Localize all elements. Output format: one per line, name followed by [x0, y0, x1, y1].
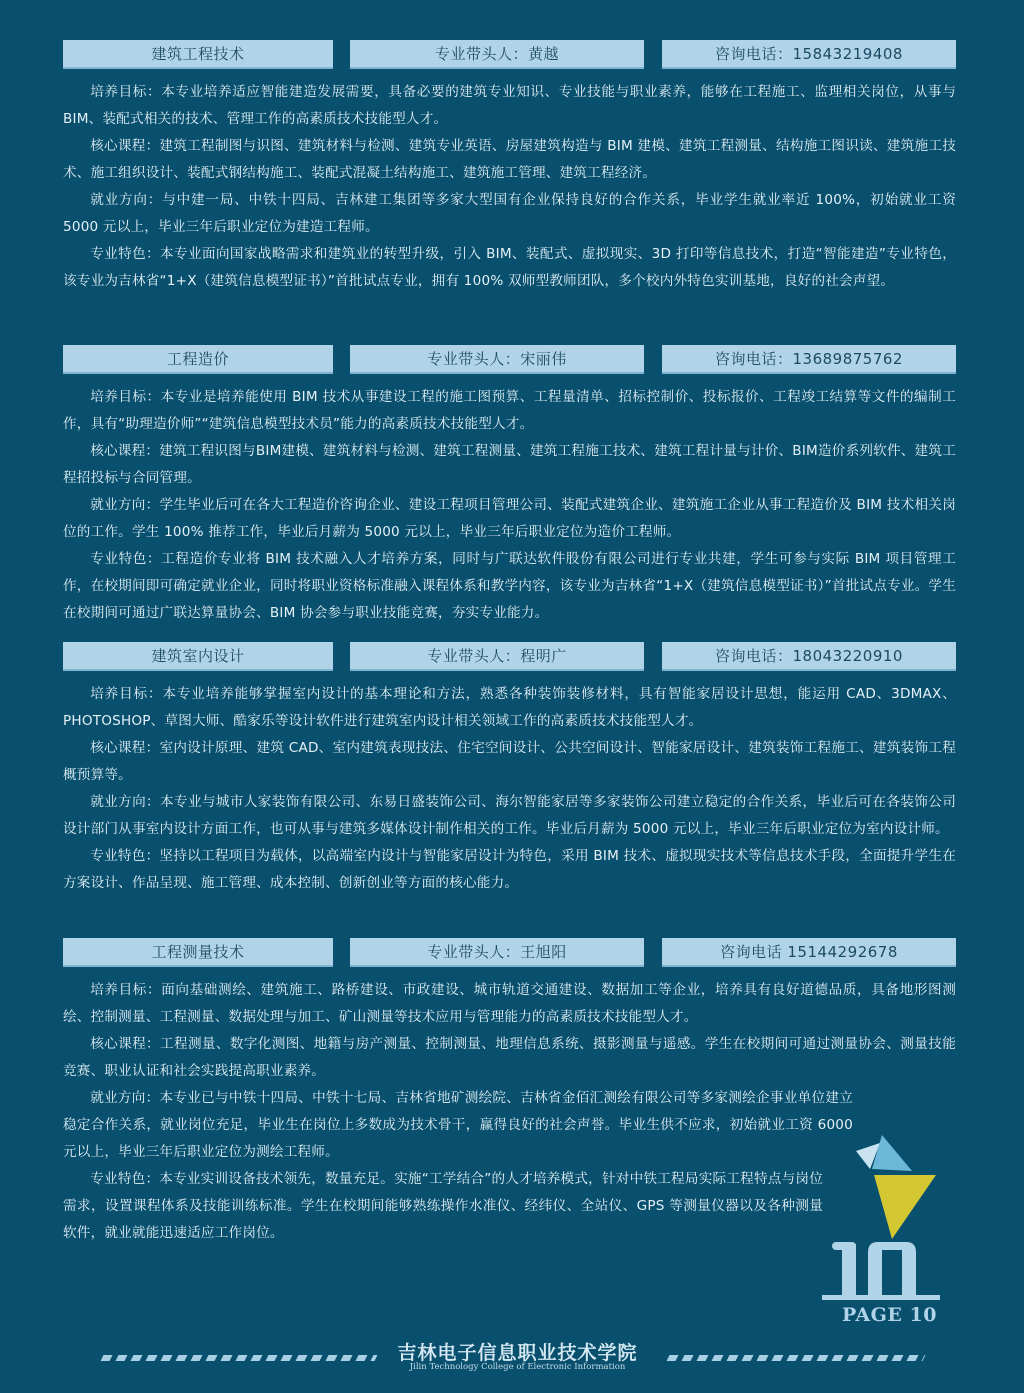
program-features: 专业特色：本专业面向国家战略需求和建筑业的转型升级，引入 BIM、装配式、虚拟现实、3D 打印等信息技术，打造“智能建造”专业特色，该专业为吉林省“1+X（建筑信息模型证书）”首批试点专业，拥有 100% 双师型教师团队，多个校内外特色实训基地，良好的社会声望。 — [63, 246, 956, 289]
core-courses: 核心课程：建筑工程制图与识图、建筑材料与检测、建筑专业英语、房屋建筑构造与 BIM 建模、建筑工程测量、结构施工图识读、建筑施工技术、施工组织设计、装配式钢结构施工、装配式混凝土结构施工、建筑施工管理、建筑工程经济。 — [63, 138, 956, 181]
program-leader: 专业带头人：程明广 — [350, 642, 644, 671]
school-name-en: Jilin Technology College of Electronic Information — [409, 1362, 626, 1372]
program-name: 建筑室内设计 — [63, 642, 333, 671]
program-phone: 咨询电话：18043220910 — [662, 642, 956, 671]
program-section-interior-design — [63, 642, 956, 897]
program-description — [63, 384, 956, 627]
footer — [0, 1336, 1024, 1376]
program-section-cost-engineering — [63, 345, 956, 627]
program-header-row — [63, 938, 956, 967]
program-name: 工程造价 — [63, 345, 333, 374]
core-courses: 核心课程：室内设计原理、建筑 CAD、室内建筑表现技法、住宅空间设计、公共空间设计、智能家居设计、建筑装饰工程施工、建筑装饰工程概预算等。 — [63, 740, 956, 783]
training-goal: 培养目标：本专业是培养能使用 BIM 技术从事建设工程的施工图预算、工程量清单、招标控制价、投标报价、工程竣工结算等文件的编制工作，具有“助理造价师”“建筑信息模型技术员”能力的高素质技术技能型人才。 — [63, 389, 956, 432]
employment-direction: 就业方向：本专业已与中铁十四局、中铁十七局、吉林省地矿测绘院、吉林省金佰汇测绘有限公司等多家测绘企事业单位建立稳定合作关系，就业岗位充足，毕业生在岗位上多数成为技术骨干，赢得良好的社会声誉。毕业生供不应求，初始就业工资 6000 元以上，毕业三年后职业定位为测绘工程师。 — [63, 1090, 853, 1160]
program-features: 专业特色：工程造价专业将 BIM 技术融入人才培养方案，同时与广联达软件股份有限公司进行专业共建，学生可参与实际 BIM 项目管理工作，在校期间即可确定就业企业，同时将职业资格标准融入课程体系和教学内容，该专业为吉林省“1+X（建筑信息模型证书）”首批试点专业。学生在校期间可通过广联达算量协会、BIM 协会参与职业技能竞赛，夯实专业能力。 — [63, 551, 956, 621]
program-description — [63, 79, 956, 295]
program-phone: 咨询电话：15843219408 — [662, 40, 956, 69]
employment-direction: 就业方向：与中建一局、中铁十四局、吉林建工集团等多家大型国有企业保持良好的合作关系，毕业学生就业率近 100%，初始就业工资 5000 元以上，毕业三年后职业定位为建造工程师。 — [63, 192, 956, 235]
training-goal: 培养目标：本专业培养能够掌握室内设计的基本理论和方法，熟悉各种装饰装修材料，具有智能家居设计思想，能运用 CAD、3DMAX、PHOTOSHOP、草图大师、酷家乐等设计软件进行建筑室内设计相关领域工作的高素质技术技能型人才。 — [63, 686, 956, 729]
program-features: 专业特色：坚持以工程项目为载体，以高端室内设计与智能家居设计为特色，采用 BIM 技术、虚拟现实技术等信息技术手段，全面提升学生在方案设计、作品呈现、施工管理、成本控制、创新创业等方面的核心能力。 — [63, 848, 956, 891]
program-name: 建筑工程技术 — [63, 40, 333, 69]
program-description — [63, 681, 956, 897]
core-courses: 核心课程：建筑工程识图与BIM建模、建筑材料与检测、建筑工程测量、建筑工程施工技术、建筑工程计量与计价、BIM造价系列软件、建筑工程招投标与合同管理。 — [63, 443, 956, 486]
program-features: 专业特色：本专业实训设备技术领先，数量充足。实施“工学结合”的人才培养模式，针对中铁工程局实际工程特点与岗位需求，设置课程体系及技能训练标准。学生在校期间能够熟练操作水准仪、经纬仪、全站仪、GPS 等测量仪器以及各种测量软件，就业就能迅速适应工作岗位。 — [63, 1171, 823, 1241]
program-header-row — [63, 642, 956, 671]
school-name-cn: 吉林电子信息职业技术学院 — [397, 1342, 638, 1364]
program-leader: 专业带头人：黄越 — [350, 40, 644, 69]
core-courses: 核心课程：工程测量、数字化测图、地籍与房产测量、控制测量、地理信息系统、摄影测量与遥感。学生在校期间可通过测量协会、测量技能竞赛、职业认证和社会实践提高职业素养。 — [63, 1036, 956, 1079]
program-header-row — [63, 345, 956, 374]
program-phone: 咨询电话 15144292678 — [662, 938, 956, 967]
page-number-graphic — [822, 1238, 940, 1302]
training-goal: 培养目标：面向基础测绘、建筑施工、路桥建设、市政建设、城市轨道交通建设、数据加工等企业，培养具有良好道德品质，具备地形图测绘、控制测量、工程测量、数据处理与加工、矿山测量等技术应用与管理能力的高素质技术技能型人才。 — [63, 982, 956, 1025]
program-section-construction-engineering — [63, 40, 956, 295]
dashed-line-decoration — [667, 1355, 926, 1361]
employment-direction: 就业方向：学生毕业后可在各大工程造价咨询企业、建设工程项目管理公司、装配式建筑企业、建筑施工企业从事工程造价及 BIM 技术相关岗位的工作。学生 100% 推荐工作，毕业后月薪为 5000 元以上，毕业三年后职业定位为造价工程师。 — [63, 497, 956, 540]
program-header-row — [63, 40, 956, 69]
program-phone: 咨询电话：13689875762 — [662, 345, 956, 374]
training-goal: 培养目标：本专业培养适应智能建造发展需要，具备必要的建筑专业知识、专业技能与职业素养，能够在工程施工、监理相关岗位，从事与 BIM、装配式相关的技术、管理工作的高素质技术技能型人才。 — [63, 84, 956, 127]
program-leader: 专业带头人：宋丽伟 — [350, 345, 644, 374]
program-name: 工程测量技术 — [63, 938, 333, 967]
page-label: PAGE 10 — [842, 1304, 937, 1326]
program-leader: 专业带头人：王旭阳 — [350, 938, 644, 967]
dashed-line-decoration — [101, 1355, 378, 1361]
employment-direction: 就业方向：本专业与城市人家装饰有限公司、东易日盛装饰公司、海尔智能家居等多家装饰公司建立稳定的合作关系，毕业后可在各装饰公司设计部门从事室内设计方面工作，也可从事与建筑多媒体设计制作相关的工作。毕业后月薪为 5000 元以上，毕业三年后职业定位为室内设计师。 — [63, 794, 956, 837]
